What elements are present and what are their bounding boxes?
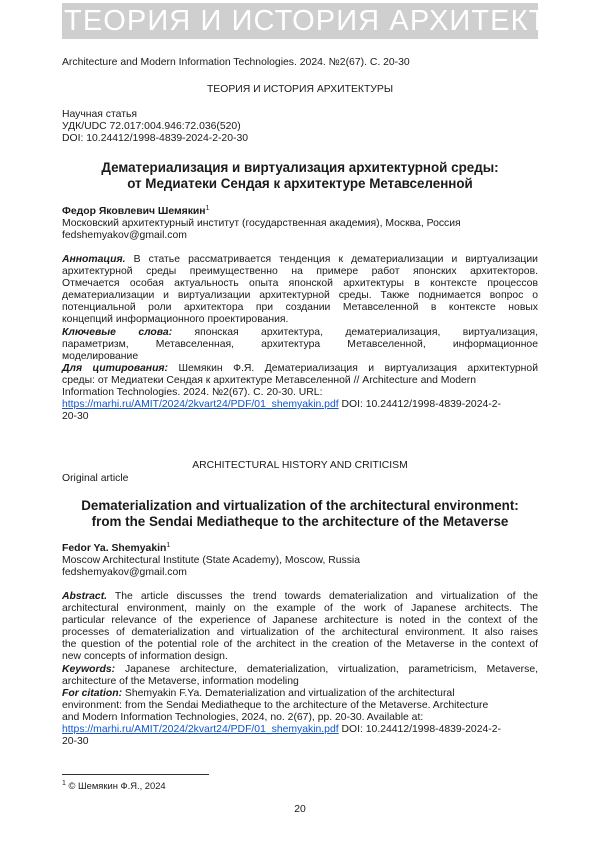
citation-line: среды: от Медиатеки Сендая к архитектуре Метавселенной // Architecture and Modern — [62, 374, 477, 386]
abstract-line: Отмечается особая актуальность опыта японской архитектуры в контексте процессов — [62, 278, 538, 290]
keywords-line: моделирование — [62, 350, 139, 362]
abstract-line: концепций информационного проектирования. — [62, 314, 289, 326]
journal-reference: Architecture and Modern Information Technologies. 2024. №2(67). С. 20-30 — [62, 57, 410, 68]
author-block-ru — [62, 206, 538, 242]
article-meta — [62, 109, 538, 145]
abstract-label-ru: Аннотация. — [62, 254, 126, 265]
email-en: fedshemyakov@gmail.com — [62, 567, 187, 579]
footnote — [62, 780, 166, 792]
footnote-mark: 1 — [62, 780, 66, 787]
citation-doi-ru: DOI: 10.24412/1998-4839-2024-2- — [338, 399, 501, 411]
section-title-en: ARCHITECTURAL HISTORY AND CRITICISM — [192, 460, 408, 471]
citation-line: Шемякин Ф.Я. Дематериализация и виртуализация архитектурной — [178, 362, 539, 374]
keywords-line: параметризм, Метавселенная, архитектура Метавселенной, информационное — [62, 338, 538, 350]
keywords-label-ru: Ключевые слова: — [62, 326, 173, 338]
abstract-line: дематериализации и виртуализации архитектурной среды. Также поднимается вопрос о — [62, 290, 538, 302]
article-type-en: Original article — [62, 473, 129, 484]
abstract-en — [62, 591, 538, 748]
page-number: 20 — [294, 804, 306, 815]
abstract-line: particular relevance of the experience of Japanese architecture is noted in the context of the — [62, 615, 538, 627]
footnote-divider — [62, 774, 209, 775]
doi: DOI: 10.24412/1998-4839-2024-2-20-30 — [62, 133, 249, 145]
abstract-line: architectural environment, mainly on the example of the work of Japanese architects. The — [62, 603, 538, 615]
abstract-line: потенциальной роли архитектора при создании Метавселенной в контексте новых — [62, 302, 538, 314]
abstract-line: архитектурной среды преимущественно на примере работ японских архитекторов. — [62, 266, 538, 278]
citation-line: environment: from the Sendai Mediatheque to the architecture of the Metaverse. Architecture — [62, 699, 489, 711]
author-name-ru: Федор Яковлевич Шемякин — [62, 206, 206, 217]
abstract-line: the question of the potential role of the architect in the creation of the Metaverse in the context of — [62, 639, 538, 651]
abstract-line: В статье рассматривается тенденция к дематериализации и виртуализации — [133, 254, 538, 265]
author-name-en: Fedor Ya. Shemyakin — [62, 543, 167, 554]
citation-url-ru[interactable]: https://marhi.ru/AMIT/2024/2kvart24/PDF/01_shemyakin.pdf — [62, 399, 339, 411]
citation-doi-en: DOI: 10.24412/1998-4839-2024-2- — [338, 724, 501, 736]
affiliation-ru: Московский архитектурный институт (государственная академия), Москва, Россия — [62, 218, 461, 230]
keywords-label-en: Keywords: — [62, 663, 116, 675]
title-en-line: Dematerialization and virtualization of the architectural environment: — [81, 498, 519, 513]
title-ru — [62, 160, 538, 192]
keywords-line: японская архитектура, дематериализация, виртуализация, — [194, 326, 538, 338]
citation-line: and Modern Information Technologies, 2024, no. 2(67), pp. 20-30. Available at: — [62, 711, 424, 723]
affiliation-en: Moscow Architectural Institute (State Academy), Moscow, Russia — [62, 555, 360, 567]
citation-line: Information Technologies. 2024. №2(67). С. 20-30. URL: — [62, 387, 323, 399]
title-ru-line: от Медиатеки Сендая к архитектуре Метавселенной — [127, 176, 473, 191]
citation-line: 20-30 — [62, 411, 89, 423]
keywords-line: Japanese architecture, dematerialization, virtualization, parametricism, Metaverse, — [124, 663, 538, 675]
abstract-label-en: Abstract. — [62, 591, 108, 602]
title-en-line: from the Sendai Mediatheque to the architecture of the Metaverse — [91, 514, 509, 529]
citation-line: 20-30 — [62, 736, 89, 748]
author-footnote-mark: 1 — [205, 205, 210, 212]
keywords-line: architecture of the Metaverse, information modeling — [62, 675, 299, 687]
citation-label-ru: Для цитирования: — [62, 362, 169, 374]
citation-label-en: For citation: — [62, 687, 123, 699]
article-type-ru: Научная статья — [62, 109, 137, 120]
banner-title: ТЕОРИЯ И ИСТОРИЯ АРХИТЕКТУРЫ — [64, 5, 614, 37]
section-title-ru: ТЕОРИЯ И ИСТОРИЯ АРХИТЕКТУРЫ — [206, 84, 394, 95]
footnote-text: © Шемякин Ф.Я., 2024 — [65, 780, 166, 791]
citation-url-en[interactable]: https://marhi.ru/AMIT/2024/2kvart24/PDF/01_shemyakin.pdf — [62, 724, 339, 736]
abstract-line: new concepts of information design. — [62, 651, 228, 663]
abstract-line: processes of dematerialization and virtualization of the architectural environment. It also raises — [62, 627, 538, 639]
abstract-ru — [62, 254, 538, 423]
citation-line: Shemyakin F.Ya. Dematerialization and virtualization of the architectural — [124, 687, 455, 699]
title-ru-line: Дематериализация и виртуализация архитектурной среды: — [101, 160, 499, 175]
udc-code: УДК/UDC 72.017:004.946:72.036(520) — [62, 121, 241, 133]
email-ru: fedshemyakov@gmail.com — [62, 230, 187, 242]
section-banner — [62, 3, 614, 39]
author-footnote-mark: 1 — [166, 542, 171, 549]
author-block-en — [62, 543, 538, 579]
abstract-line: The article discusses the trend towards dematerialization and virtualization of the — [114, 591, 538, 602]
title-en — [62, 498, 538, 530]
